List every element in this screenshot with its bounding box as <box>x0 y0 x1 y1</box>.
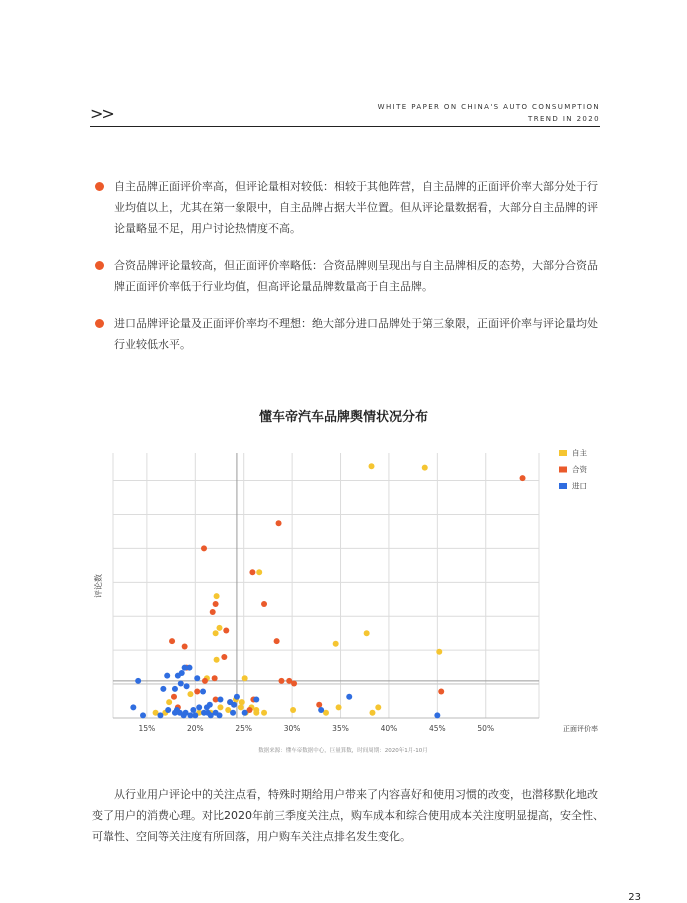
legend-swatch-icon <box>559 483 567 489</box>
data-point-zizhu <box>217 704 223 710</box>
data-point-zizhu <box>375 704 381 710</box>
data-point-hezi <box>202 678 208 684</box>
data-point-zizhu <box>364 630 370 636</box>
x-tick-label: 35% <box>332 724 349 733</box>
data-point-jinkou <box>190 707 196 713</box>
header-line1: WHITE PAPER ON CHINA'S AUTO CONSUMPTION <box>377 103 600 111</box>
data-point-zizhu <box>256 569 262 575</box>
data-point-hezi <box>171 694 177 700</box>
data-point-jinkou <box>242 710 248 716</box>
data-point-jinkou <box>179 670 185 676</box>
x-axis-label: 正面评价率 <box>563 725 598 733</box>
data-point-zizhu <box>333 641 339 647</box>
data-point-jinkou <box>135 678 141 684</box>
data-point-zizhu <box>253 710 259 716</box>
x-tick-label: 50% <box>477 724 495 733</box>
data-point-zizhu <box>238 704 244 710</box>
data-point-jinkou <box>140 712 146 718</box>
data-point-jinkou <box>194 675 200 681</box>
data-point-hezi <box>291 681 297 687</box>
data-points <box>130 463 525 718</box>
x-tick-label: 15% <box>138 724 156 733</box>
data-point-jinkou <box>181 712 187 718</box>
data-point-jinkou <box>346 694 352 700</box>
data-point-zizhu <box>369 710 375 716</box>
legend-swatch-icon <box>559 467 567 473</box>
data-point-hezi <box>182 643 188 649</box>
x-tick-label: 40% <box>380 724 398 733</box>
header-divider <box>90 126 600 127</box>
bullet-dot-icon <box>95 182 104 191</box>
data-point-jinkou <box>165 707 171 713</box>
header-line2: TREND IN 2020 <box>528 115 600 123</box>
data-point-hezi <box>438 689 444 695</box>
bullet-text: 合资品牌评论量较高，但正面评价率略低：合资品牌则呈现出与自主品牌相反的态势，大部分合资品牌正面评价率低于行业均值，但高评论量品牌数量高于自主品牌。 <box>114 259 598 293</box>
data-point-hezi <box>274 638 280 644</box>
header-text <box>378 101 600 125</box>
data-point-jinkou <box>200 689 206 695</box>
data-point-jinkou <box>230 710 236 716</box>
data-point-zizhu <box>422 465 428 471</box>
data-point-hezi <box>221 654 227 660</box>
data-point-jinkou <box>130 704 136 710</box>
data-point-zizhu <box>214 657 220 663</box>
data-point-zizhu <box>369 463 375 469</box>
data-point-zizhu <box>242 675 248 681</box>
data-point-zizhu <box>166 699 172 705</box>
data-point-zizhu <box>213 630 219 636</box>
data-point-zizhu <box>239 699 245 705</box>
x-tick-labels <box>139 724 495 733</box>
data-point-jinkou <box>196 704 202 710</box>
data-point-hezi <box>213 601 219 607</box>
data-point-jinkou <box>318 707 324 713</box>
data-point-zizhu <box>290 707 296 713</box>
data-point-hezi <box>223 628 229 634</box>
data-point-hezi <box>316 702 322 708</box>
data-point-hezi <box>278 678 284 684</box>
scatter-chart <box>0 440 687 770</box>
data-point-jinkou <box>208 712 214 718</box>
legend-label: 进口 <box>572 481 587 491</box>
legend-label: 自主 <box>572 448 587 458</box>
data-point-jinkou <box>157 712 163 718</box>
data-point-hezi <box>210 609 216 615</box>
bullet-dot-icon <box>95 261 104 270</box>
data-point-hezi <box>212 675 218 681</box>
data-point-jinkou <box>186 665 192 671</box>
data-point-jinkou <box>217 712 223 718</box>
data-point-hezi <box>276 520 282 526</box>
data-point-jinkou <box>217 696 223 702</box>
data-point-jinkou <box>184 683 190 689</box>
data-point-hezi <box>249 569 255 575</box>
page-number: 23 <box>628 892 641 903</box>
x-tick-label: 20% <box>186 724 204 733</box>
data-point-zizhu <box>261 710 267 716</box>
data-source: 数据来源：懂车帝数据中心，巨量算数，时间周期：2020年1月-10月 <box>258 748 428 754</box>
data-point-hezi <box>201 545 207 551</box>
data-point-jinkou <box>160 686 166 692</box>
data-point-zizhu <box>187 691 193 697</box>
data-point-jinkou <box>253 696 259 702</box>
data-point-hezi <box>169 638 175 644</box>
bullet-item <box>92 255 604 297</box>
chart-title: 懂车帝汽车品牌舆情状况分布 <box>258 410 428 425</box>
bullet-item <box>92 313 604 355</box>
data-point-jinkou <box>207 702 213 708</box>
bullet-text: 进口品牌评论量及正面评价率均不理想：绝大部分进口品牌处于第三象限，正面评价率与评论量均处行业较低水平。 <box>114 317 598 351</box>
data-point-hezi <box>194 689 200 695</box>
data-point-zizhu <box>436 649 442 655</box>
data-point-jinkou <box>164 673 170 679</box>
data-point-jinkou <box>231 702 237 708</box>
legend-swatch-icon <box>559 450 567 456</box>
data-point-zizhu <box>214 593 220 599</box>
header-chevrons-icon: >> <box>90 104 113 123</box>
legend-label: 合资 <box>572 465 587 474</box>
data-point-hezi <box>261 601 267 607</box>
data-point-hezi <box>520 475 526 481</box>
data-point-zizhu <box>336 704 342 710</box>
data-point-jinkou <box>192 712 198 718</box>
data-point-jinkou <box>172 686 178 692</box>
bullet-dot-icon <box>95 319 104 328</box>
chart-legend <box>559 448 587 491</box>
x-tick-label: 30% <box>283 724 301 733</box>
data-point-jinkou <box>434 712 440 718</box>
bullet-item <box>92 176 604 239</box>
footer-paragraph: 从行业用户评论中的关注点看，特殊时期给用户带来了内容喜好和使用习惯的改变，也潜移默化地改变了用户的消费心理。对比2020年前三季度关注点，购车成本和综合使用成本关注度明显提高，安全性、可靠性、空间等关注度有所回落，用户购车关注点排名发生变化。 <box>92 788 604 843</box>
x-tick-label: 25% <box>235 724 253 733</box>
x-tick-label: 45% <box>429 724 446 733</box>
y-axis-label: 评论数 <box>94 574 103 598</box>
bullet-text: 自主品牌正面评价率高，但评论量相对较低：相较于其他阵营，自主品牌的正面评价率大部分处于行业均值以上，尤其在第一象限中，自主品牌占据大半位置。但从评论量数据看，大部分自主品牌的评论量略显不足，用户讨论热情度不高。 <box>114 180 598 235</box>
data-point-jinkou <box>234 694 240 700</box>
data-point-zizhu <box>217 625 223 631</box>
data-point-jinkou <box>178 681 184 687</box>
bullet-list <box>92 176 604 371</box>
